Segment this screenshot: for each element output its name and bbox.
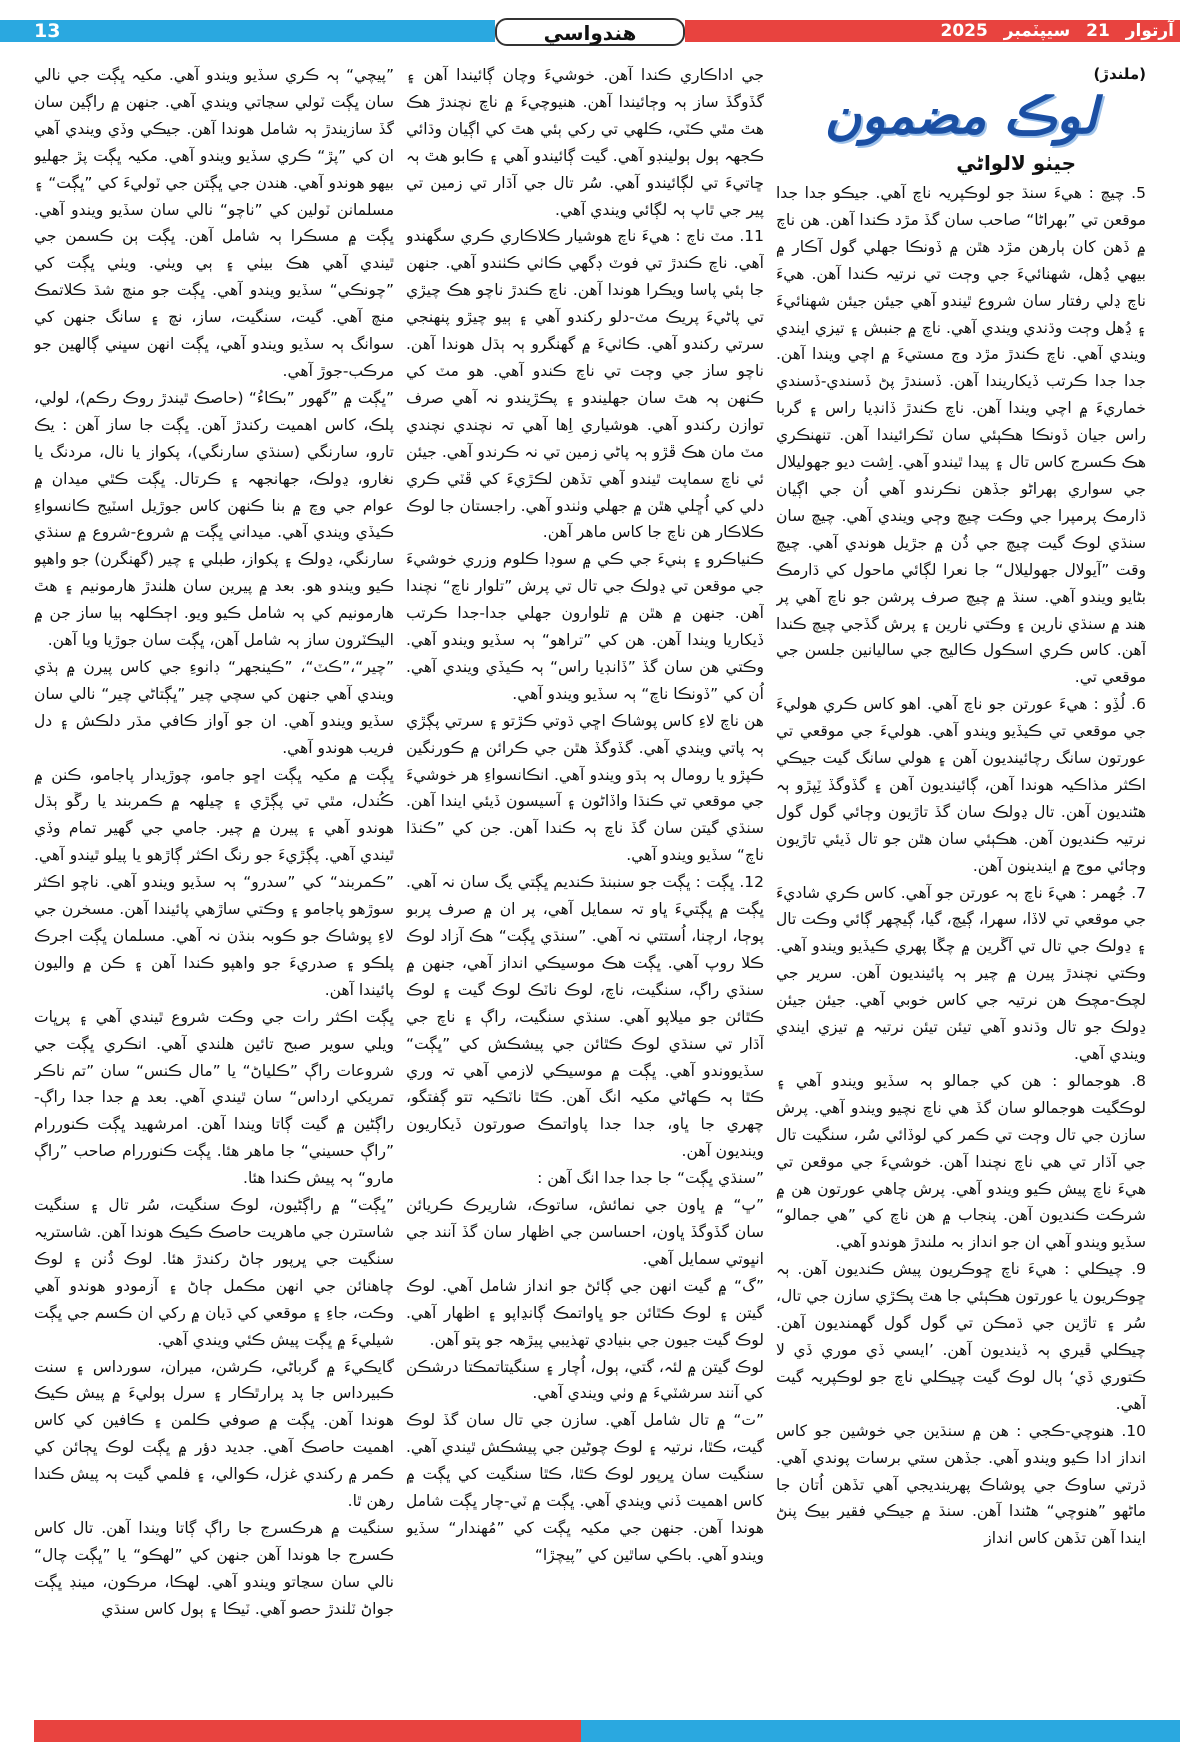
paragraph: 6. لُڏِو : هيءَ عورتن جو ناچ آهي. اهو کاس ڪري هوليءَ جي موقعي تي ڪيڏيو ويندو آهي. هوليءَ جي موقعي تي عورتون سانگ رچائينديون آهن ۽ هولي سانگ گيت جيڪي اڪثر مذاڪيہ هوندا آهن، ڳائينديون آهن ۽ گڏوگڏ ٽِپڙو ٻہ هڻنديون آهن. تال ڍولڪ سان گڏ تاڙيون وڄائي گول گول نرتيہ ڪنديون آهن. هڪٻئي سان هٿن جو تال ڏيئي تاڙيون وڄائي موج ۾ ايندينون آهن. [776,695,1146,875]
paragraph: ”ڀ“ ۾ ڀاون جي نمائش، ساتوڪ، شاريرڪ ڪريائن سان گڏوگڏ ڀاون، احساسن جي اظهار سان گڏ آنند جي انڀوتي سمايل آهي. [406,1196,764,1268]
article-byline: جيٺو لالواڻي [956,151,1076,175]
column-right [776,62,1146,1712]
paragraph: جي اداڪاري ڪندا آهن. خوشيءَ وچان ڳائيندا آهن ۽ گڏوگڏ ساز ٻہ وڄائيندا آهن. هنيوچيءَ ۾ ناچ نچندڙ هڪ هٿ مٿي ڪٽي، ڪلهي تي رکي ٻئي هٿ کي اڳيان وڌائي ڪجهہ ٻول ٻولينڊو آهي. گيت ڳائيندو آهي ۽ ڪابو هٿ ٻہ ڇاتيءَ تي لڳائيندو آهي. سُر تال جي آڌار تي زمين تي پير جي ٿاپ ٻہ لڳائي ويندي آهي. [406,66,764,219]
paragraph: لوڪ گيتن ۾ لئہ، گتي، ٻول، اُچار ۽ سنگيتاتمڪتا درشڪن کي آنند سرشٽيءَ ۾ وٺي ويندي آهي. [406,1357,764,1403]
paragraph: سنگيت ۾ هرڪسرج جا راڳ ڳاتا ويندا آهن. تال کاس ڪسرج جا هوندا آهن جنهن کي ”لهڪو“ يا ”ڀڳت چال“ نالي سان سڃاتو ويندو آهي. لهڪا، مرڪون، مينڊ ڀڳت جواڻ ٽلندڙ حصو آهي. ٽيڪا ۽ ٻول کاس سنڌي [34,1518,394,1618]
paragraph: ڀڳت اڪثر رات جي وڪت شروع ٿيندي آهي ۽ پرڀات ويلي سوير صبح تائين هلندي آهي. انڪري ڀڳت جي شروعات راڳ ”ڪلياڻ“ يا ”مال ڪنس“ سان ”تم ناڪر تمريکي ارداس“ سان ٿيندي آهي. بعد ۾ جدا جدا راڳ-راڳڻين ۾ گيت ڳاتا ويندا آهن. امرشهيد ڀڳت ڪنوررام ”راڳ حسيني“ جا ماهر هئا. ڀڳت ڪنوررام صاحب ”راڳ مارو“ ٻہ پيش ڪندا هئا. [34,1007,394,1188]
article-kicker: (ملندڙ) [1093,65,1146,83]
paragraph: گايڪيءَ ۾ گرباڻي، ڪرشن، ميران، سورداس ۽ سنت ڪبيرداس جا پد پرارٿڪار ۽ سرل ٻوليءَ ۾ پيش ڪيڪ هوندا آهن. ڀڳت ۾ صوفي ڪلمن ۽ ڪافين کي کاس اهميت حاصڪ آهي. جديد دؤر ۾ ڀڳت لوڪ ڀڄائن کي ڪمر ۾ رکندي غزل، ڪوالي، ۽ فلمي گيت ٻہ پيش ڪندا رهن ٿا. [34,1357,394,1511]
column-left [34,62,394,1712]
dateline-year: 2025 [940,21,988,41]
dateline [931,20,1175,42]
footer-blue-bar [581,1720,1180,1742]
masthead-logo: هندواسي [495,18,685,46]
paragraph: ”ڀڳت“ ۾ راڳڻيون، لوڪ سنگيت، سُر تال ۽ سنگيت شاسترن جي ماهريت حاصڪ ڪيڪ هوندا آهن. شاستريہ سنگيت جي ڀرپور ڄاڻ رکندڙ هئا. لوڪ ڌُنن ۽ لوڪ چاهنائن جي انهن مڪمل ڄاڻ ۽ آزمودو هوندو آهي وڪت، جاءِ ۽ موقعي کي ڌيان ۾ رکي ان ڪسم جي ڀڳت شيليءَ ۾ ڀڳت پيش ڪئي ويندي آهي. [34,1196,394,1349]
footer-red-bar [34,1720,581,1742]
paragraph: ”ڀڳت ۾ ”گهور ”بڪاءُ“ (حاصڪ ٿيندڙ روڪ رڪم)، لولي، پلڪ، کاس اهميت رکندڙ آهن. ڀڳت جا ساز آهن : يڪ تارو، سارنگي (سنڌي سارنگي)، پکواز يا نال، مردنگ يا نغارو، ڍولڪ، جهانجهہ ۽ ڪرتال. ڀڳت ڪٿي ميدان ۾ عوام جي وچ ۾ بنا ڪنهن کاس جوڙيل اسٽيج ڪانسواءِ ڪيڏي ويندي آهي. ميداني ڀڳت ۾ شروع-شروع ۾ سنڌي سارنگي، ڍولڪ ۽ پکواز، طبلي ۽ چير (گهنگرن) جو واهپو ڪيو ويندو هو. بعد ۾ پيرين سان هلندڙ هارمونيم ۽ هٿ هارمونيم کي ٻہ شامل ڪيو ويو. اڄڪلهہ ٻيا ساز جن ۾ اليڪٽرون ساز ٻہ شامل آهن، ڀڳت سان جوڙيا ويا آهن. [34,388,394,650]
paragraph: ڀڳت ۾ مکيہ ڀڳت اڇو جامو، چوڙيدار پاجامو، ڪنن ۾ ڪُندل، مٿي تي پڳڙي ۽ چيلهہ ۾ ڪمربند يا رڱو ٻڌل هوندو آهي ۽ پيرن ۾ چير. جامي جي گهير تمام وڏي ٿيندي آهي. پڳڙيءَ جو رنگ اڪثر ڳاڙهو يا پيلو ٿيندو آهي. ”ڪمربند“ کي ”سدرو“ ٻہ سڏيو ويندو آهي. ناچو اڪثر سوڙهو پاجامو ۽ وڪتي ساڙهي پائيندا آهن. مسخرن جي لاءِ پوشاڪ جو ڪوبہ بنڌن نہ آهي. مسلمان ڀڳت اجرڪ پلڪو ۽ صدريءَ جو واهپو ڪندا آهن ۽ ڪن ۾ واليون پائيندا آهن. [34,765,394,999]
page-number: 13 [34,20,61,42]
paragraph: ”گ“ ۾ گيت انهن جي ڳائڻ جو انداز شامل آهي. لوڪ گيتن ۽ لوڪ ڪٿائن جو ڀاواتمڪ ڳانڍاپو ۽ اظهار آهي. لوڪ گيت جيون جي بنيادي تهذيبي پيڙهہ جو پتو آهن. [406,1276,764,1349]
paragraph: 9. چيڪلي : هيءَ ناچ ڇوڪريون پيش ڪنديون آهن. ٻہ ڇوڪريون يا عورتون هڪٻئي جا هٿ پڪڙي سازن جي تال، سُر ۽ تاڙين جي ڌمڪن تي گول گول گهمنديون آهن. چيڪلي ڦيري ٻہ ڏينديون آهن. ’ايسي ڏي موري ڏي لا ڪتوري ڏي‘ ٻال لوڪ گيت چيڪلي ناچ جو لوڪپريہ گيت آهي. [776,1260,1146,1413]
paragraph: ڪنياڪرو ۽ ٻنيءَ جي ڪي ۾ سوڊا ڪلوم وزري خوشيءَ جي موقعن تي ڍولڪ جي تال تي پرش ”تلوار ناچ“ نچندا آهن. جنهن ۾ هٿن ۾ تلوارون جهلي جدا-جدا ڪرتب ڏيکاريا ويندا آهن. هن کي ”تراهو“ ٻہ سڏيو ويندو آهي. وڪتي هن سان گڏ ”ڏانڊيا راس“ ٻہ ڪيڏي ويندي آهي. اُن کي ”ڏونڪا ناچ“ ٻہ سڏيو ويندو آهي. [406,550,764,703]
dateline-month: سيپٽمبر [1003,21,1071,41]
header-blue-bar [0,20,495,42]
paragraph: 10. هنوچي-ڪجي : هن ۾ سنڌين جي خوشين جو کاس انداز ادا ڪيو ويندو آهي. جڏهن ستي برسات پوندي آهي. ڌرتي ساوڪ جي پوشاڪ پهرينديجي آهي تڏهن اُتان جا ماڻهو ”هنوچي“ هڻندا آهن. سنڌ ۾ جيڪي فقير بيڪ پنڻ ايندا آهن تڏهن کاس انداز [776,1421,1146,1548]
paragraph: ”سنڌي ڀڳت“ جا جدا جدا انگ آهن : [537,1169,764,1188]
paragraph: 5. چيچ : هيءَ سنڌ جو لوڪپريہ ناچ آهي. جيڪو جدا جدا موقعن تي ”بهراڻا“ صاحب سان گڏ مڙد ڪندا آهن. هن ناچ ۾ ڏهن کان ٻارهن مڙد هٿن ۾ ڏونڪا جهلي گول آڪار ۾ بيهي ڍُهل، شهنائيءَ جي وڄت تي نرتيہ ڪندا آهن. هيءَ ناچ ڍلي رفتار سان شروع ٿيندو آهي جيئن جيئن شهنائيءَ ۽ ڍُهل وڄت وڌندي ويندي آهي. ناچ ۾ جنبش ۽ تيزي ايندي ويندي آهي. ناچ ڪندڙ مڙد وڄ مستيءَ ۾ اچي ويندا آهن. جدا جدا ڪرتب ڏيکاريندا آهن. ڏسندڙ پڻ ڏسندي-ڏسندي خماريءَ ۾ اچي ويندا آهن. ناچ ڪندڙ ڏانڊيا راس ۽ گربا راس جيان ڏونڪا هڪٻئي سان ٽڪرائيندا آهن. تنهنڪري هڪ ڪسرج کاس تال ۽ پيدا ٿيندو آهي. اِشت ديو جهوليلال جي سواري ٻهراڻو جڏهن نڪرندو آهي اُن جي اڳيان ڌارمڪ پرمپرا جي وڪت چيچ وڄي ويندي آهي. چيچ سان سنڌي لوڪ گيت چيچ جي ڌُن ۾ جڙيل هوندي آهي. چيچ وقت ”آيولال جهوليلال“ جا نعرا لڳائي ماحول کي ڌارمڪ بڻايو ويندو آهي. سنڌ ۾ چيچ صرف پرشن جو ناچ آهي پر هند ۾ سنڌي نارين ۽ وڪتي نارين ۽ پرش گڏجي چيچ ڪندا آهن. کاس ڪري اسڪول ڪاليج جي ساليانين جلسن جي موقعي تي. [776,184,1146,687]
paragraph: 7. جُهمر : هيءَ ناچ ٻہ عورتن جو آهي. کاس ڪري شاديءَ جي موقعي تي لاڏا، سهرا، ڳيچ، گيا، ڳيچهر ڳائي وڪت تال ۽ ڍولڪ جي تال تي آڱرين ۾ چڱا پهري ڪيڏيو ويندو آهي. وڪتي نچندڙ پيرن ۾ چير ٻہ پائينديون آهن. سرير جي لچڪ-مچڪ هن نرتيہ جي کاس خوبي آهي. جيئن جيئن ڍولڪ جو تال وڌندو آهي تيئن تيئن نرتيہ ۾ تيزي ايندي ويندي آهي. [776,883,1146,1063]
dateline-date: 21 [1086,21,1110,41]
paragraph: 11. مٽ ناچ : هيءَ ناچ هوشيار ڪلاڪاري ڪري سگهندو آهي. ناچ ڪندڙ تي فوٽ ڊگهي ڪاٺي ڪٺندو آهي. جنهن جا ٻئي پاسا ويڪرا هوندا آهن. ناچ ڪندڙ ناچو هڪ چيڙي تي پاڻيءَ پريڪ مٽ-دلو رکندو آهي ۽ ٻيو چيڙو پنهنجي سرتي رکندو آهي. ڪاٺيءَ ۾ گهنگرو ٻہ ٻڌل هوندا آهن. ناچو ساز جي وڄت تي ناچ ڪندو آهي. هو مٽ کي ڪنهن ٻہ هٿ سان جهليندو ۽ پڪڙيندو نہ آهي صرف توازن رکندو آهي. هوشياري اِها آهي تہ نچندي نچندي مٽ مان هڪ ڦڙو ٻہ پاڻي زمين تي نہ ڪرندو آهي. جيئن ئي ناچ سماپت ٿيندو آهي تڏهن لڪڙيءَ کي ڦٽي ڪري دلي کي اُڇلي هٿن ۾ جهلي وٺندو آهي. راجستان جا لوڪ ڪلاڪار هن ناچ جا کاس ماهر آهن. [406,227,764,542]
dateline-day: آرتوار [1125,21,1174,41]
paragraph: ”ت“ ۾ تال شامل آهي. سازن جي تال سان گڏ لوڪ گيت، ڪٿا، نرتيہ ۽ لوڪ چوڻين جي پيشڪش ٿيندي آهي. سنگيت سان ڀرپور لوڪ ڪٿا، ڪٿا سنگيت کي ڀڳت ۾ کاس اهميت ڏني ويندي آهي. ڀڳت ۾ ٽي-چار ڀڳت شامل هوندا آهن. جنهن جي مکيہ ڀڳت کي ”مُهندار“ سڏيو ويندو آهي. باڪي ساٿين کي ”پيچڙا“ [406,1411,764,1564]
column-middle [406,62,764,1712]
page-header [0,0,1180,46]
article-title: لوڪ مضمون [824,86,1098,145]
paragraph: ”چير“،”ڪٽ“، ”ڪينجهر“ ڊانوءِ جي کاس پيرن ۾ ٻڌي ويندي آهي جنهن کي سچي چير ”ڀڳتاڻي چير“ نالي سان سڏيو ويندو آهي. ان جو آواز ڪافي مڌر دلڪش ۽ دل فريب هوندو آهي. [34,657,394,757]
paragraph: هن ناچ لاءِ کاس پوشاڪ اڇي ڌوتي ڪڙتو ۽ سرتي پڳڙي ٻہ پاتي ويندي آهي. گڏوگڏ هٿن جي ڪرائن ۾ ڪورنگين ڪپڙو يا رومال ٻہ ٻڌو ويندو آهي. انڪانسواءِ هر خوشيءَ جي موقعي تي ڪنڌا واڏاڻون ۽ آسيسون ڏيئي ايندا آهن. سنڌي گيتن سان گڏ ناچ ٻہ ڪندا آهن. جن کي ”ڪنڌا ناچ“ سڏيو ويندو آهي. [406,711,764,865]
paragraph: 12. ڀڳت : ڀڳت جو سنبنڌ ڪنديم ڀڳتي يگ سان نہ آهي. ڀڳت ۾ ڀڳتيءَ ڀاو تہ سمايل آهي، پر ان ۾ صرف پربو پوڄا، ارچنا، اُستتي نہ آهي. ”سنڌي ڀڳت“ هڪ آزاد لوڪ ڪلا روپ آهي. ڀڳت هڪ موسيڪي انداز آهي، جنهن ۾ سنڌي راڳ، سنگيت، ناچ، لوڪ ناٽڪ لوڪ گيت ۽ لوڪ ڪٿائن جو ميلاپو آهي. سنڌي سنگيت، راڳ ۽ ناچ جي آڌار تي سنڌي لوڪ ڪٿائن جي پيشڪش کي ”ڀڳت“ سڏيووندو آهي. ڀڳت ۾ موسيڪي لازمي آهي تہ وري ڪٿا ٻہ ڪهاڻي مکيہ انگ آهن. ڪٿا ناٽڪيہ تتو ڳفتگو، چهري جا ڀاو، جدا جدا پاواتمڪ صورتون ڏيکاريون وينديون آهن. [406,873,764,1161]
paragraph: ”پيچي“ ٻہ ڪري سڏيو ويندو آهي. مکيہ ڀڳت جي نالي سان ڀڳت ٽولي سڃاتي ويندي آهي. جنهن ۾ راڳين سان گڏ سازيندڙ ٻہ شامل هوندا آهن. جيڪي وڏي ويندي آهي ان کي ”پڙ“ ڪري سڏيو ويندو آهي. مکيہ ڀڳت پڙ جهليو بيهو هوندو آهي. هندن جي ڀڳتن جي ٽوليءَ کي ”ڀڳت“ ۽ مسلمانن ٽولين کي ”ناچو“ نالي سان سڏيو ويندو آهي. ڀڳت ۾ مسڪرا ٻہ شامل آهن. ڀڳت ٻن ڪسمن جي ٿيندي آهي هڪ بيٺي ۽ ٻي ويٺي. ويٺي ڀڳت کي ”چونڪي“ سڏيو ويندو آهي. ڀڳت جو منچ شڌ ڪلاتمڪ منچ آهي. گيت، سنگيت، ساز، نچ ۽ سانگ جنهن کي سوانگ ٻہ سڏيو ويندو آهي، ڀڳت انهن سڀني ڳالهين جو مرڪب-جوڙ آهي. [34,66,394,380]
paragraph: 8. هوجمالو : هن کي جمالو ٻہ سڏيو ويندو آهي ۽ لوڪگيت هوجمالو سان گڏ هي ناچ نچيو ويندو آهي. پرش سازن جي تال وڄت تي ڪمر کي لوڏائي سُر، سنگيت تال جي آڌار تي هي ناچ نچندا آهن. خوشيءَ جي موقعن تي هيءَ ناچ پيش ڪيو ويندو آهي. پرش چاهي عورتون هن ۾ شرڪت ڪنديون آهن. پنجاب ۾ هن ناچ کي ”هي جمالو“ سڏيو ويندو آهي ان جو انداز بہ ملندڙ هوندو آهي. [776,1071,1146,1252]
